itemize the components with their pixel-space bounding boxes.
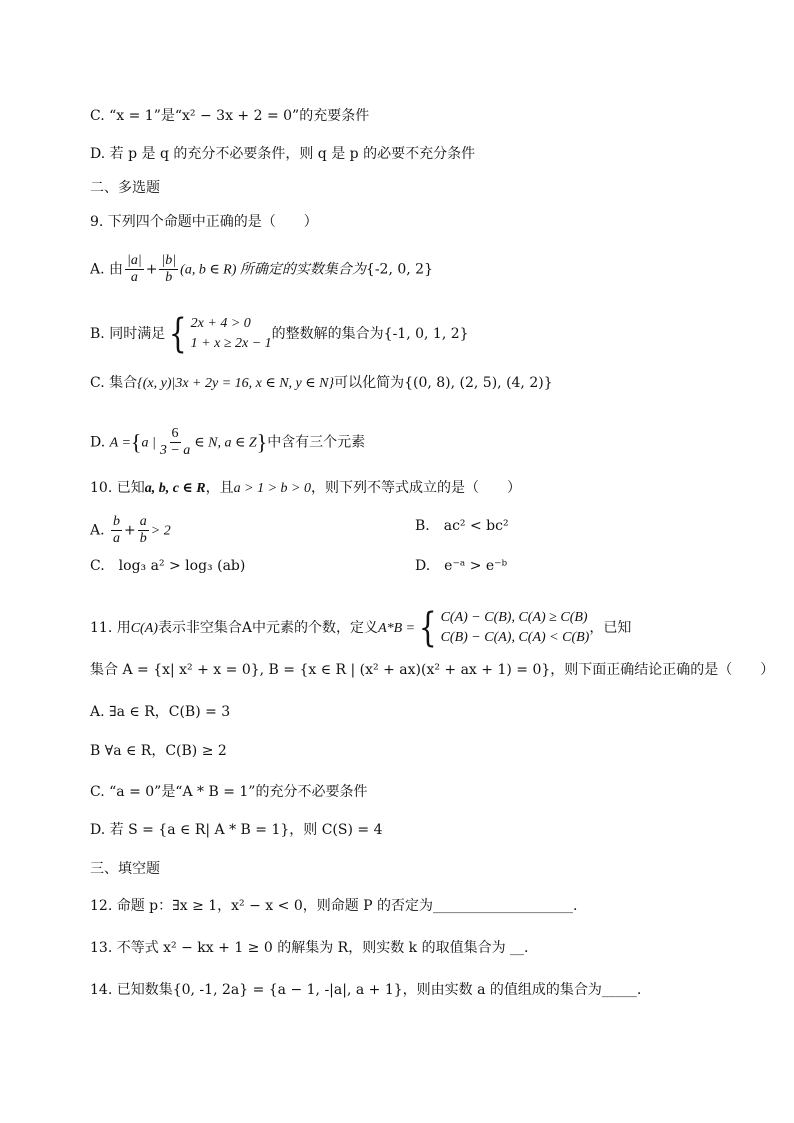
option-8d: D. 若 p 是 q 的充分不必要条件，则 q 是 p 的必要不充分条件 <box>90 146 476 162</box>
set-a-lhs: A = <box>109 435 131 451</box>
question-12: 12. 命题 p：∃x ≥ 1，x² − x < 0，则命题 P 的否定为____________________. <box>90 898 578 914</box>
option-10a: A. $\frac{b}{a}$ + $\frac{a}{b}$ > 2 <box>90 514 171 546</box>
question-10: 10. 已知a, b, c ∈ R，且a > 1 > b > 0，则下列不等式成立的是（ ） <box>90 480 521 496</box>
option-9c-result: {(0, 8), (2, 5), (4, 2)} <box>404 375 553 391</box>
option-9c-middle: 可以化简为 <box>334 375 405 391</box>
section-heading-fill-in: 三、填空题 <box>90 861 160 877</box>
system-row-1: 2x + 4 > 0 <box>190 316 251 331</box>
question-11-line-2: 集合 A = {x| x² + x = 0}, B = {x ∈ R | (x² + ax)(x² + ax + 1) = 0}，则下面正确结论正确的是（ ） <box>90 662 775 678</box>
option-9c-set: {(x, y)|3x + 2y = 16, x ∈ N, y ∈ N} <box>137 376 335 391</box>
option-10c: C. log₃ a² > log₃ (ab) <box>90 558 246 574</box>
option-11b: B ∀a ∈ R，C(B) ≥ 2 <box>90 743 227 759</box>
set-a-condition: ∈ N, a ∈ Z <box>194 435 257 451</box>
option-8c: C. “x = 1”是“x² − 3x + 2 = 0”的充要条件 <box>90 108 370 124</box>
question-14: 14. 已知数集{0, -1, 2a} = {a − 1, -|a|, a + 1}，则由实数 a 的值组成的集合为_____. <box>90 982 642 998</box>
question-10-prefix: 10. 已知 <box>90 480 145 496</box>
option-11c: C. “a = 0”是“A * B = 1”的充分不必要条件 <box>90 784 368 800</box>
piecewise-definition: { C(A) − C(B), C(A) ≥ C(B) C(B) − C(A), C(A) < C(B) <box>418 605 590 651</box>
question-13: 13. 不等式 x² − kx + 1 ≥ 0 的解集为 R，则实数 k 的取值集合为 __. <box>90 940 529 956</box>
system-row-2: 1 + x ≥ 2x − 1 <box>190 336 272 351</box>
option-9a-set: {-2, 0, 2} <box>365 261 433 278</box>
option-11d: D. 若 S = {a ∈ R| A * B = 1}，则 C(S) = 4 <box>90 822 383 838</box>
question-10-condition: a > 1 > b > 0 <box>233 481 311 496</box>
question-10-vars: a, b, c ∈ R <box>144 481 206 496</box>
inequality-system: { 2x + 4 > 0 1 + x ≥ 2x − 1 <box>169 311 272 357</box>
option-9a: A. 由 $\frac{|a|}{a}$ + $\frac{|b|}{b}$ (a, b ∈ R) 所确定的实数集合为{-2, 0, 2} <box>90 253 433 285</box>
option-9b-prefix: B. 同时满足 <box>90 326 166 342</box>
option-11a: A. ∃a ∈ R，C(B) = 3 <box>90 704 231 720</box>
option-9b-suffix: 的整数解的集合为{-1, 0, 1, 2} <box>271 326 469 342</box>
option-10b: B. ac² < bc² <box>415 518 509 534</box>
option-10d: D. e⁻ᵃ > e⁻ᵇ <box>415 558 508 574</box>
option-9b <box>90 311 469 357</box>
option-9c <box>90 373 553 394</box>
fraction-abs-b: $\frac{|b|}{b}$ <box>161 253 177 285</box>
option-9d-suffix: 中含有三个元素 <box>267 434 366 451</box>
option-9c-prefix: C. 集合 <box>90 375 138 391</box>
question-11: 11. 用C(A)表示非空集合A中元素的个数，定义A*B = { C(A) − C(B), C(A) ≥ C(B) C(B) − C(A), C(A) < C(B) ，已知 <box>90 605 632 651</box>
option-9a-middle: (a, b ∈ R) 所确定的实数集合为 <box>180 262 366 278</box>
fraction-abs-a: $\frac{|a|}{a}$ <box>127 253 142 285</box>
section-heading-multiple-choice: 二、多选题 <box>90 180 160 196</box>
question-9: 9. 下列四个命题中正确的是（ ） <box>90 214 318 230</box>
option-9a-prefix: A. 由 <box>90 261 124 278</box>
option-9d-prefix: D. <box>90 434 106 451</box>
set-a-var: a | <box>141 435 156 451</box>
option-9d: D. A ={a | $\frac{6}{3 - a}$ ∈ N, a ∈ Z}中含有三个元素 <box>90 426 366 458</box>
fraction-6-over: $\frac{6}{3 - a}$ <box>159 426 191 458</box>
